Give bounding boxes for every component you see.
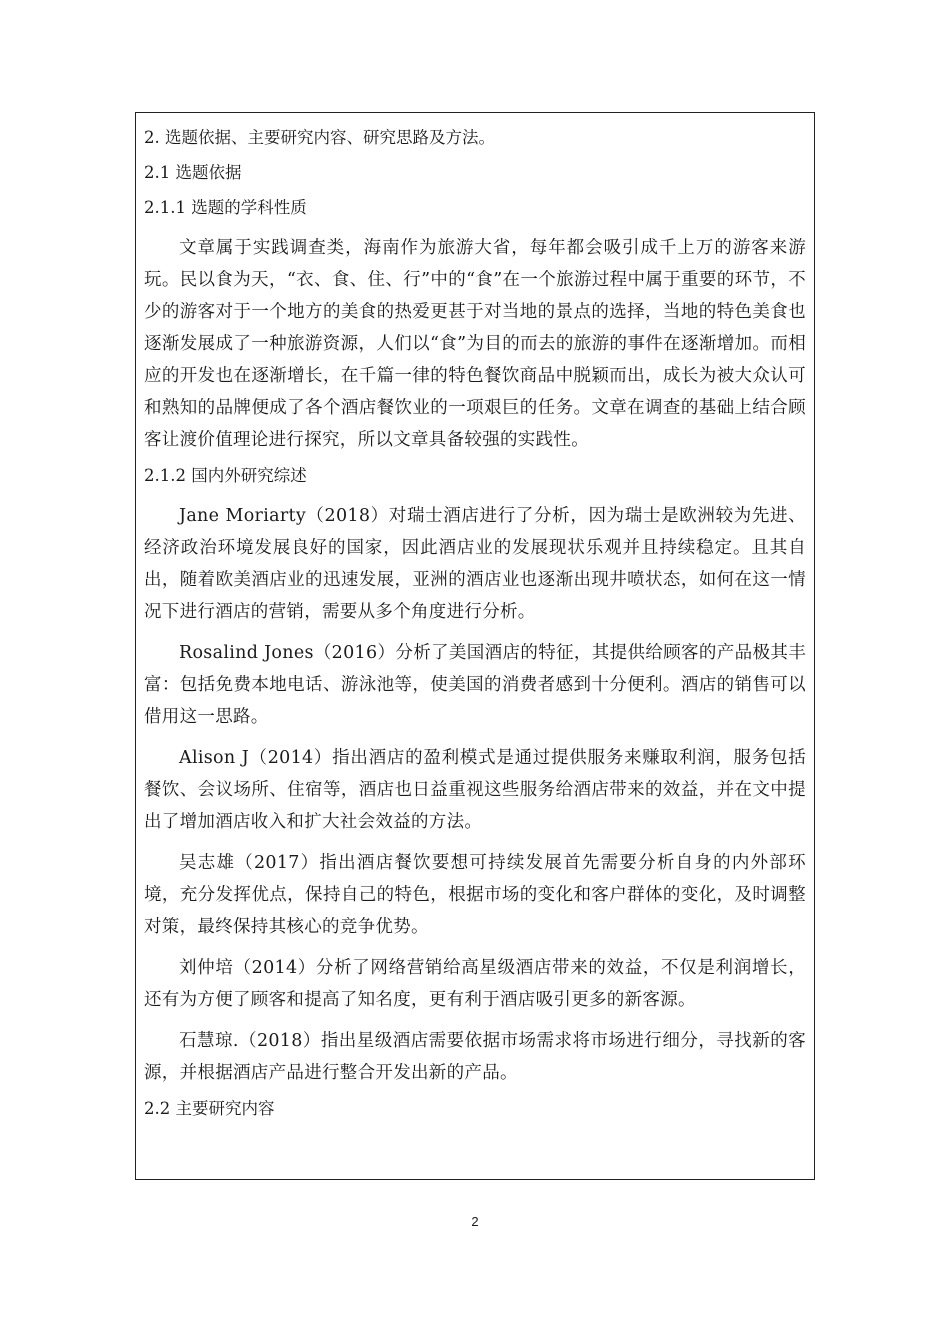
paragraph-review-moriarty: Jane Moriarty（2018）对瑞士酒店进行了分析，因为瑞士是欧洲较为先进、经济政治环境发展良好的国家，因此酒店业的发展现状乐观并且持续稳定。且其自出，随着欧美酒店业的迅速发展，亚洲的酒店业也逐渐出现井喷状态，如何在这一情况下进行酒店的营销，需要从多个角度进行分析。 <box>144 506 806 622</box>
section-heading-2-1-2: 2.1.2 国内外研究综述 <box>144 466 307 485</box>
paragraph-review-alison: Alison J（2014）指出酒店的盈利模式是通过提供服务来赚取利润，服务包括餐饮、会议场所、住宿等，酒店也日益重视这些服务给酒店带来的效益，并在文中提出了增加酒店收入和扩大社会效益的方法。 <box>144 748 806 832</box>
page-number: 2 <box>471 1214 479 1229</box>
section-heading-2-1: 2.1 选题依据 <box>144 163 242 182</box>
content-table-cell <box>135 112 815 1180</box>
section-heading-main: 2. 选题依据、主要研究内容、研究思路及方法。 <box>144 128 495 147</box>
paragraph-review-wu: 吴志雄（2017）指出酒店餐饮要想可持续发展首先需要分析自身的内外部环境，充分发挥优点，保持自己的特色，根据市场的变化和客户群体的变化，及时调整对策，最终保持其核心的竞争优势。 <box>144 853 806 937</box>
paragraph-review-liu: 刘仲培（2014）分析了网络营销给高星级酒店带来的效益，不仅是利润增长，还有为方便了顾客和提高了知名度，更有利于酒店吸引更多的新客源。 <box>144 958 806 1010</box>
section-heading-2-2: 2.2 主要研究内容 <box>144 1099 275 1118</box>
paragraph-review-jones: Rosalind Jones（2016）分析了美国酒店的特征，其提供给顾客的产品极其丰富：包括免费本地电话、游泳池等，使美国的消费者感到十分便利。酒店的销售可以借用这一思路。 <box>144 643 806 727</box>
paragraph-discipline: 文章属于实践调查类，海南作为旅游大省，每年都会吸引成千上万的游客来游玩。民以食为天，“衣、食、住、行”中的“食”在一个旅游过程中属于重要的环节，不少的游客对于一个地方的美食的热爱更甚于对当地的景点的选择，当地的特色美食也逐渐发展成了一种旅游资源，人们以“食”为目的而去的旅游的事件在逐渐增加。而相应的开发也在逐渐增长，在千篇一律的特色餐饮商品中脱颖而出，成长为被大众认可和熟知的品牌便成了各个酒店餐饮业的一项艰巨的任务。文章在调查的基础上结合顾客让渡价值理论进行探究，所以文章具备较强的实践性。 <box>144 238 806 450</box>
section-heading-2-1-1: 2.1.1 选题的学科性质 <box>144 198 307 217</box>
paragraph-review-shi: 石慧琼.（2018）指出星级酒店需要依据市场需求将市场进行细分，寻找新的客源，并根据酒店产品进行整合开发出新的产品。 <box>144 1031 806 1083</box>
